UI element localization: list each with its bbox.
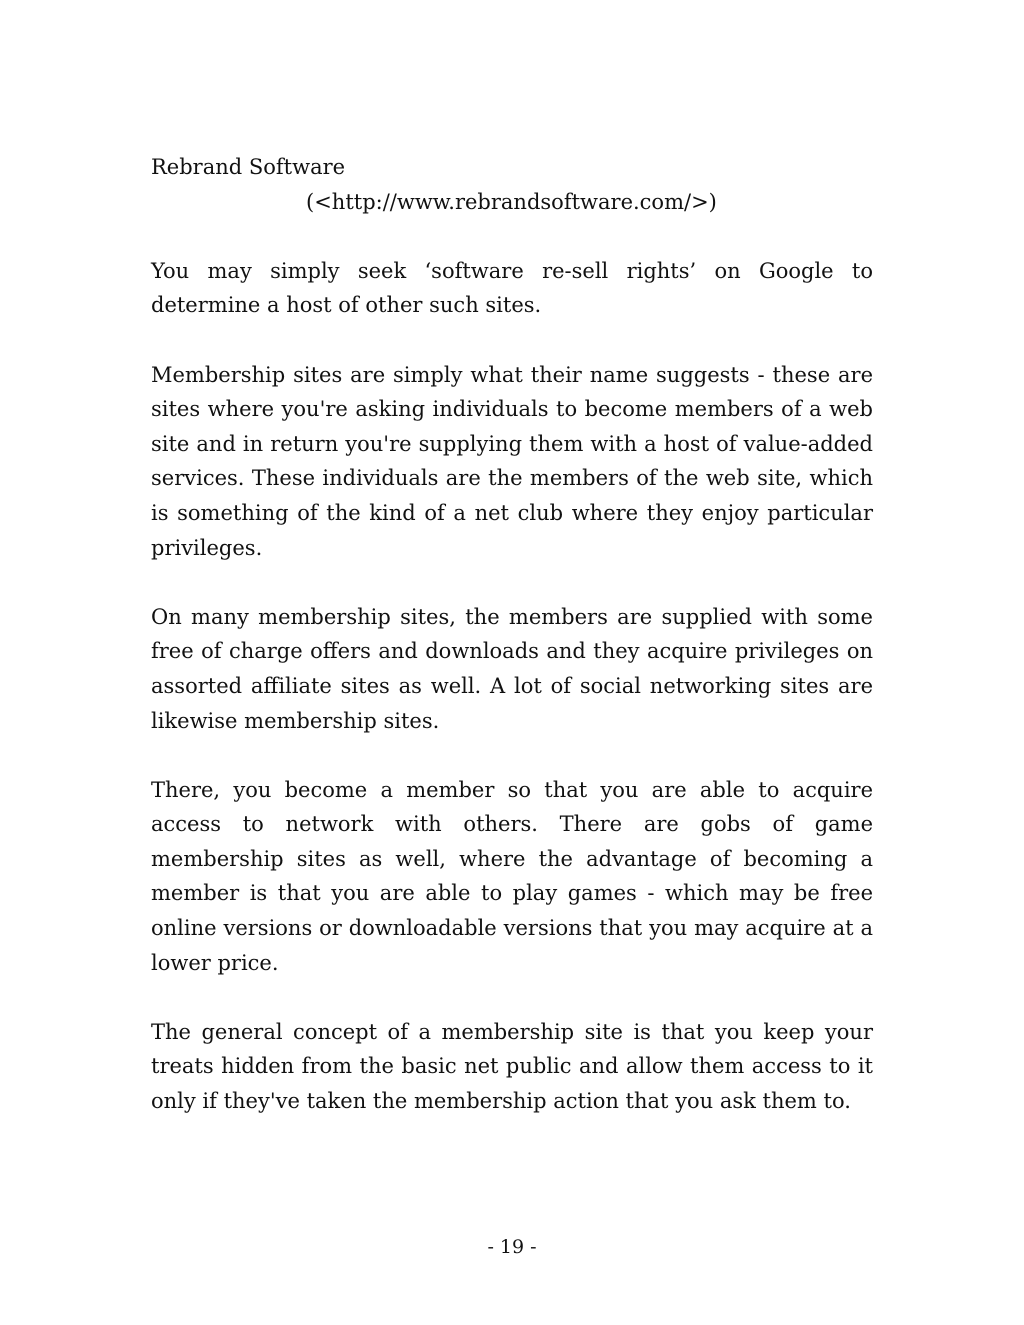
paragraph-general-concept: The general concept of a membership site is that you keep your treats hidden from the basic net public and allow them access to it only if they've taken the membership action that you ask them to. [151,1019,873,1114]
paragraph-network-games: There, you become a member so that you are able to acquire access to network with others. There are gobs of game membership sites as well, where the advantage of becoming a member is that you are able to play games - which may be free online versions or downloadable versions that you may acquire at a lower price. [151,777,873,975]
paragraph-membership-definition: Membership sites are simply what their name suggests - these are sites where you're asking individuals to become members of a web site and in return you're supplying them with a host of value-added services. These individuals are the members of the web site, which is something of the kind of a net club where they enjoy particular privileges. [151,362,873,560]
page-number: - 19 - [487,1236,537,1258]
resource-name: Rebrand Software [151,155,346,179]
page-content [151,150,873,1119]
resource-url: (<http://www.rebrandsoftware.com/>) [306,189,717,214]
paragraph-member-offers: On many membership sites, the members are supplied with some free of charge offers and downloads and they acquire privileges on assorted affiliate sites as well. A lot of social networking sites are likewise membership sites. [151,604,873,733]
paragraph-resell-rights: You may simply seek ‘software re-sell rights’ on Google to determine a host of other such sites. [151,258,873,318]
